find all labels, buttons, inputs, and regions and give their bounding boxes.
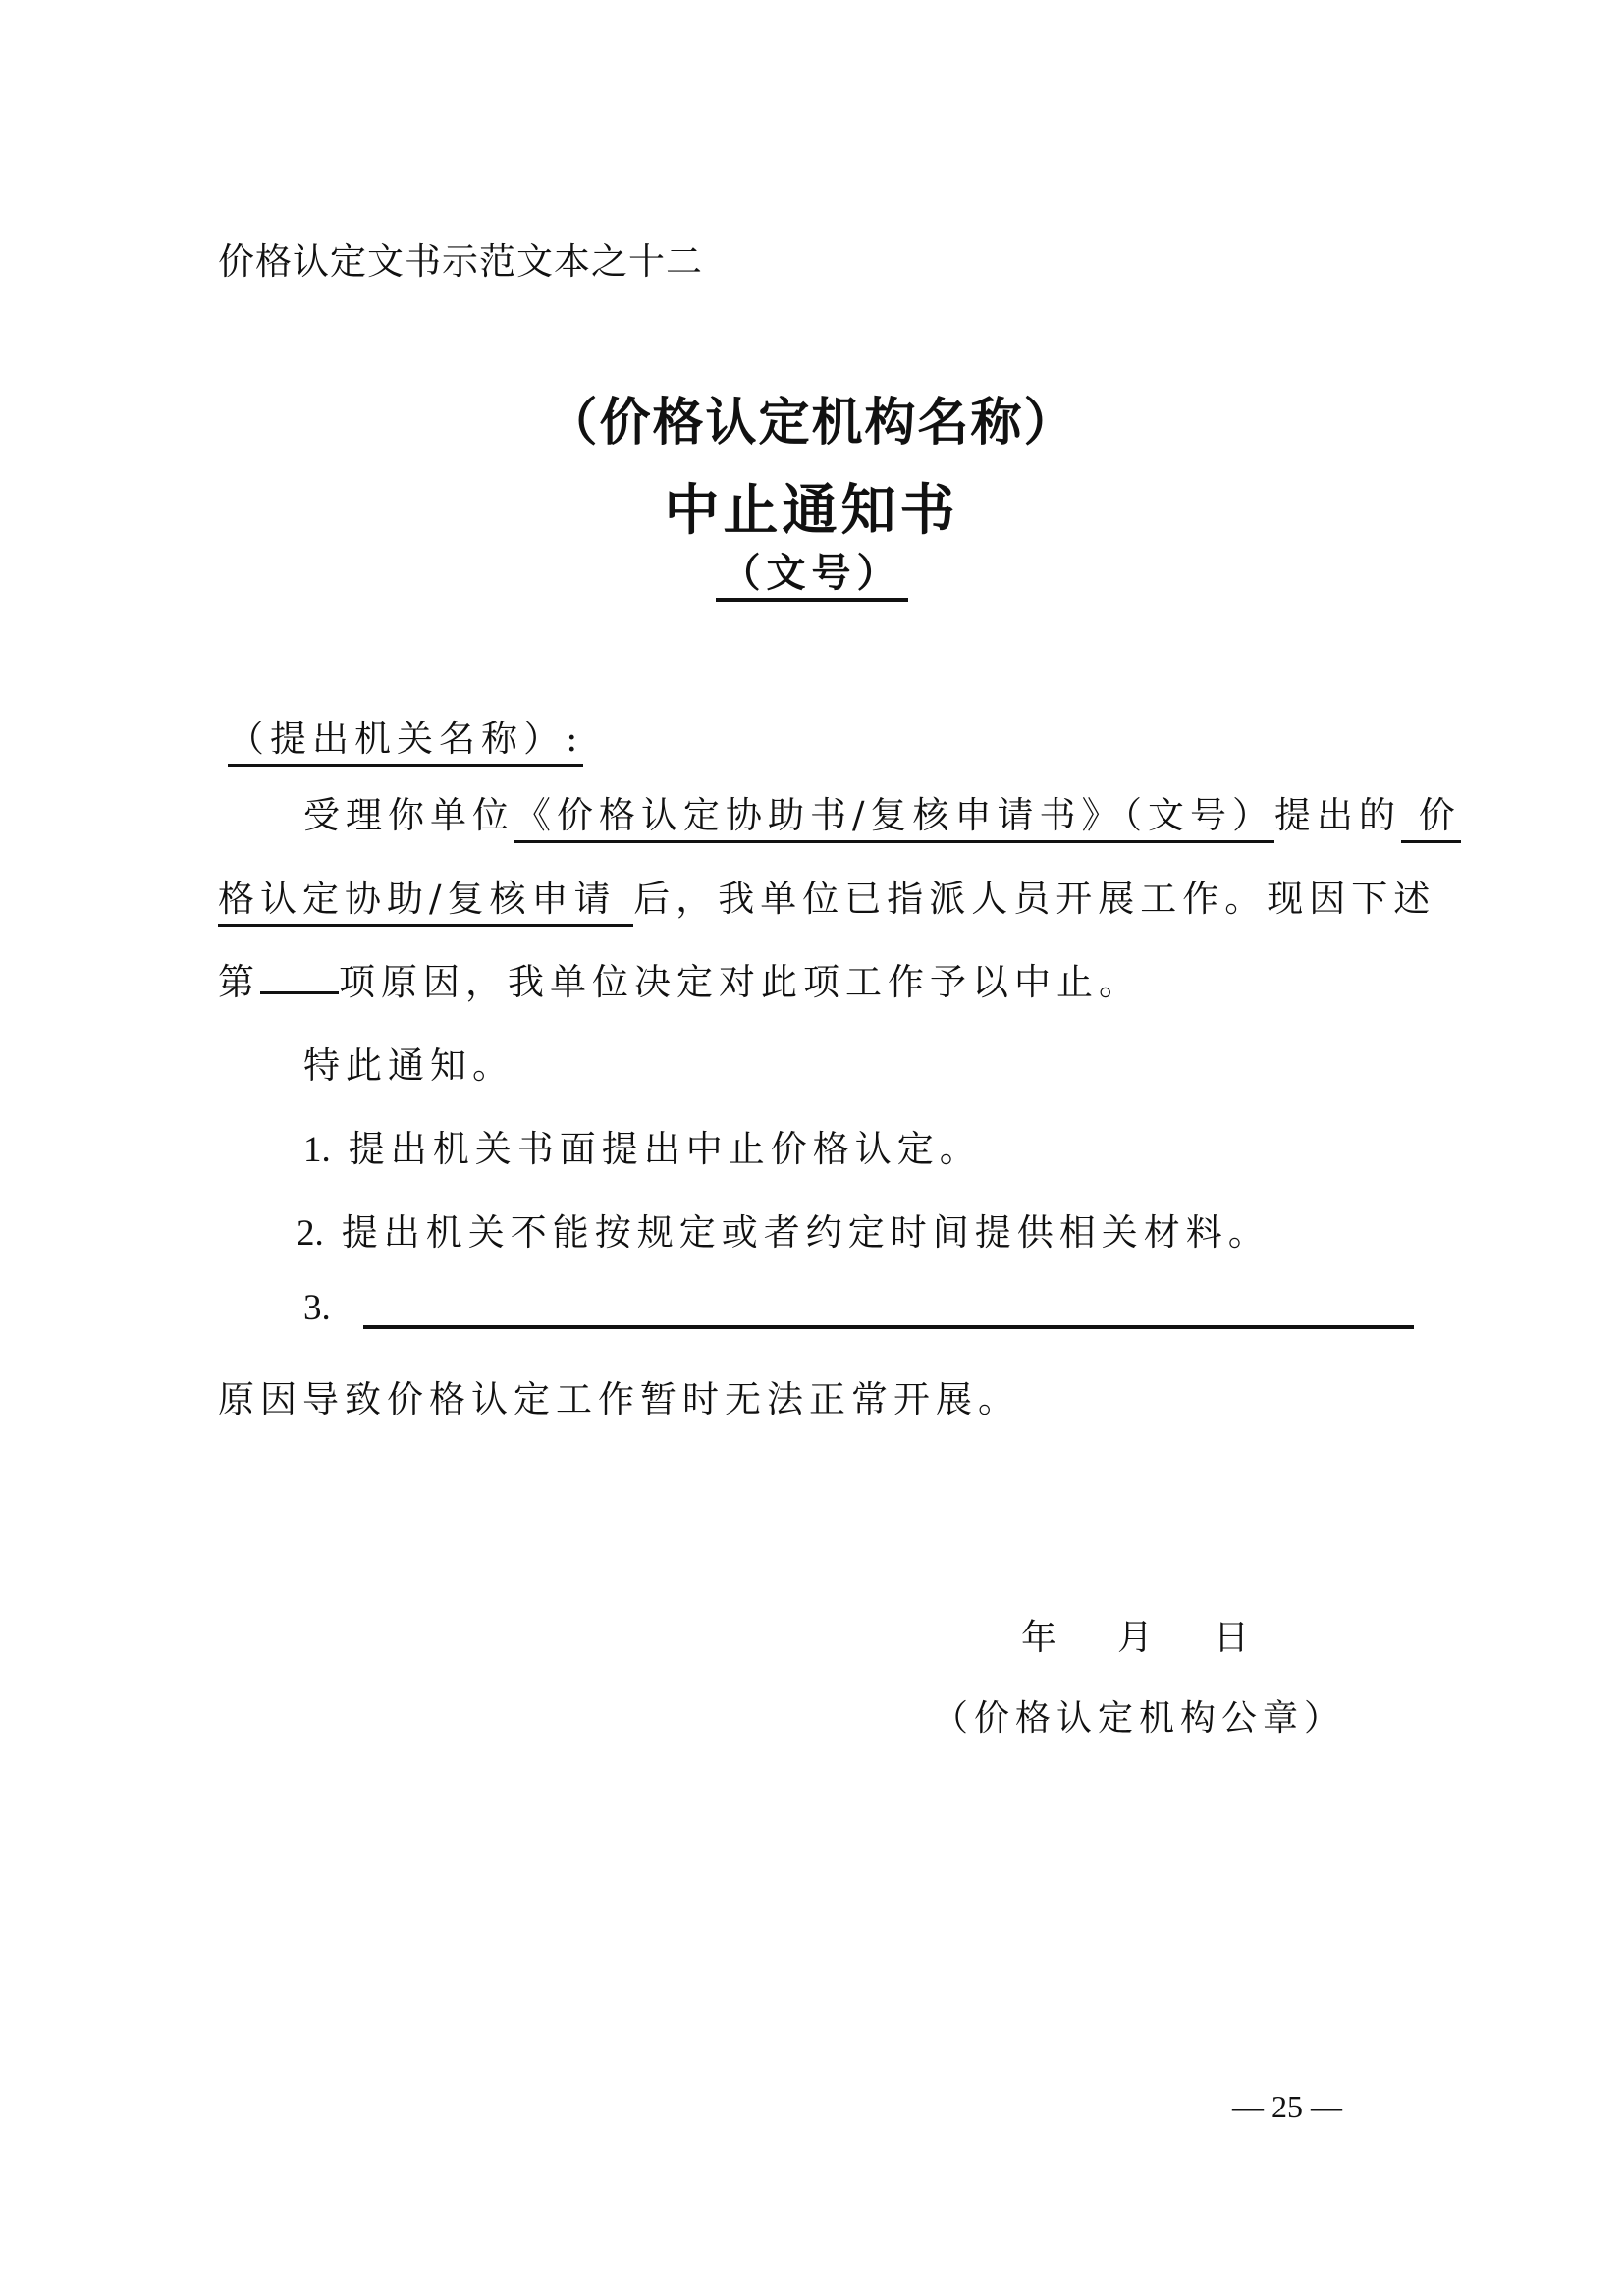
body-text: 提出的 [1273,794,1401,836]
org-name-title: （价格认定机构名称） [546,393,1077,453]
reason-text: 提出机关不能按规定或者约定时间提供相关材料。 [341,1211,1271,1254]
doc-number-text: （文号） [716,550,908,602]
reason-text: 提出机关书面提出中止价格认定。 [348,1128,982,1170]
doc-type-title: 中止通知书 [664,478,959,543]
reason-3-blank-line [363,1325,1414,1329]
body-text: 项原因，我单位决定对此项工作予以中止。 [339,961,1141,1003]
body-text: 后，我单位已指派人员开展工作。现因下述 [633,878,1436,920]
date-month: 月 [1117,1618,1154,1658]
body-text: 受理你单位 [303,794,514,836]
document-header: 价格认定文书示范文本之十二 [218,240,703,283]
underlined-request-type: 价 [1401,794,1461,843]
reason-number: 1. [303,1130,331,1170]
reason-item-2 [297,1202,1271,1255]
notice-text: 特此通知。 [303,1044,514,1087]
official-seal-label: （价格认定机构公章） [933,1698,1346,1738]
reason-item-3 [303,1286,349,1329]
body-line-2 [218,869,1435,922]
body-line-1 [303,785,1461,838]
reason-suffix: 原因导致价格认定工作暂时无法正常开展。 [218,1378,1020,1420]
date-year: 年 [1021,1618,1057,1658]
reason-number-blank [260,962,339,994]
date-day: 日 [1214,1618,1250,1658]
signature-date [1021,1610,1249,1660]
body-text: 第 [218,961,260,1003]
reason-item-1 [303,1119,982,1172]
underlined-doc-ref: 《价格认定协助书/复核申请书》（文号） [514,794,1274,843]
reason-number: 3. [303,1288,331,1328]
doc-number [0,542,1623,598]
recipient [228,709,583,762]
body-line-3 [218,952,1141,1005]
recipient-name: （提出机关名称）: [228,718,583,767]
page-number: — 25 — [1232,2089,1342,2124]
reason-number: 2. [297,1213,324,1254]
underlined-request-type-cont: 格认定协助/复核申请 [218,878,633,927]
